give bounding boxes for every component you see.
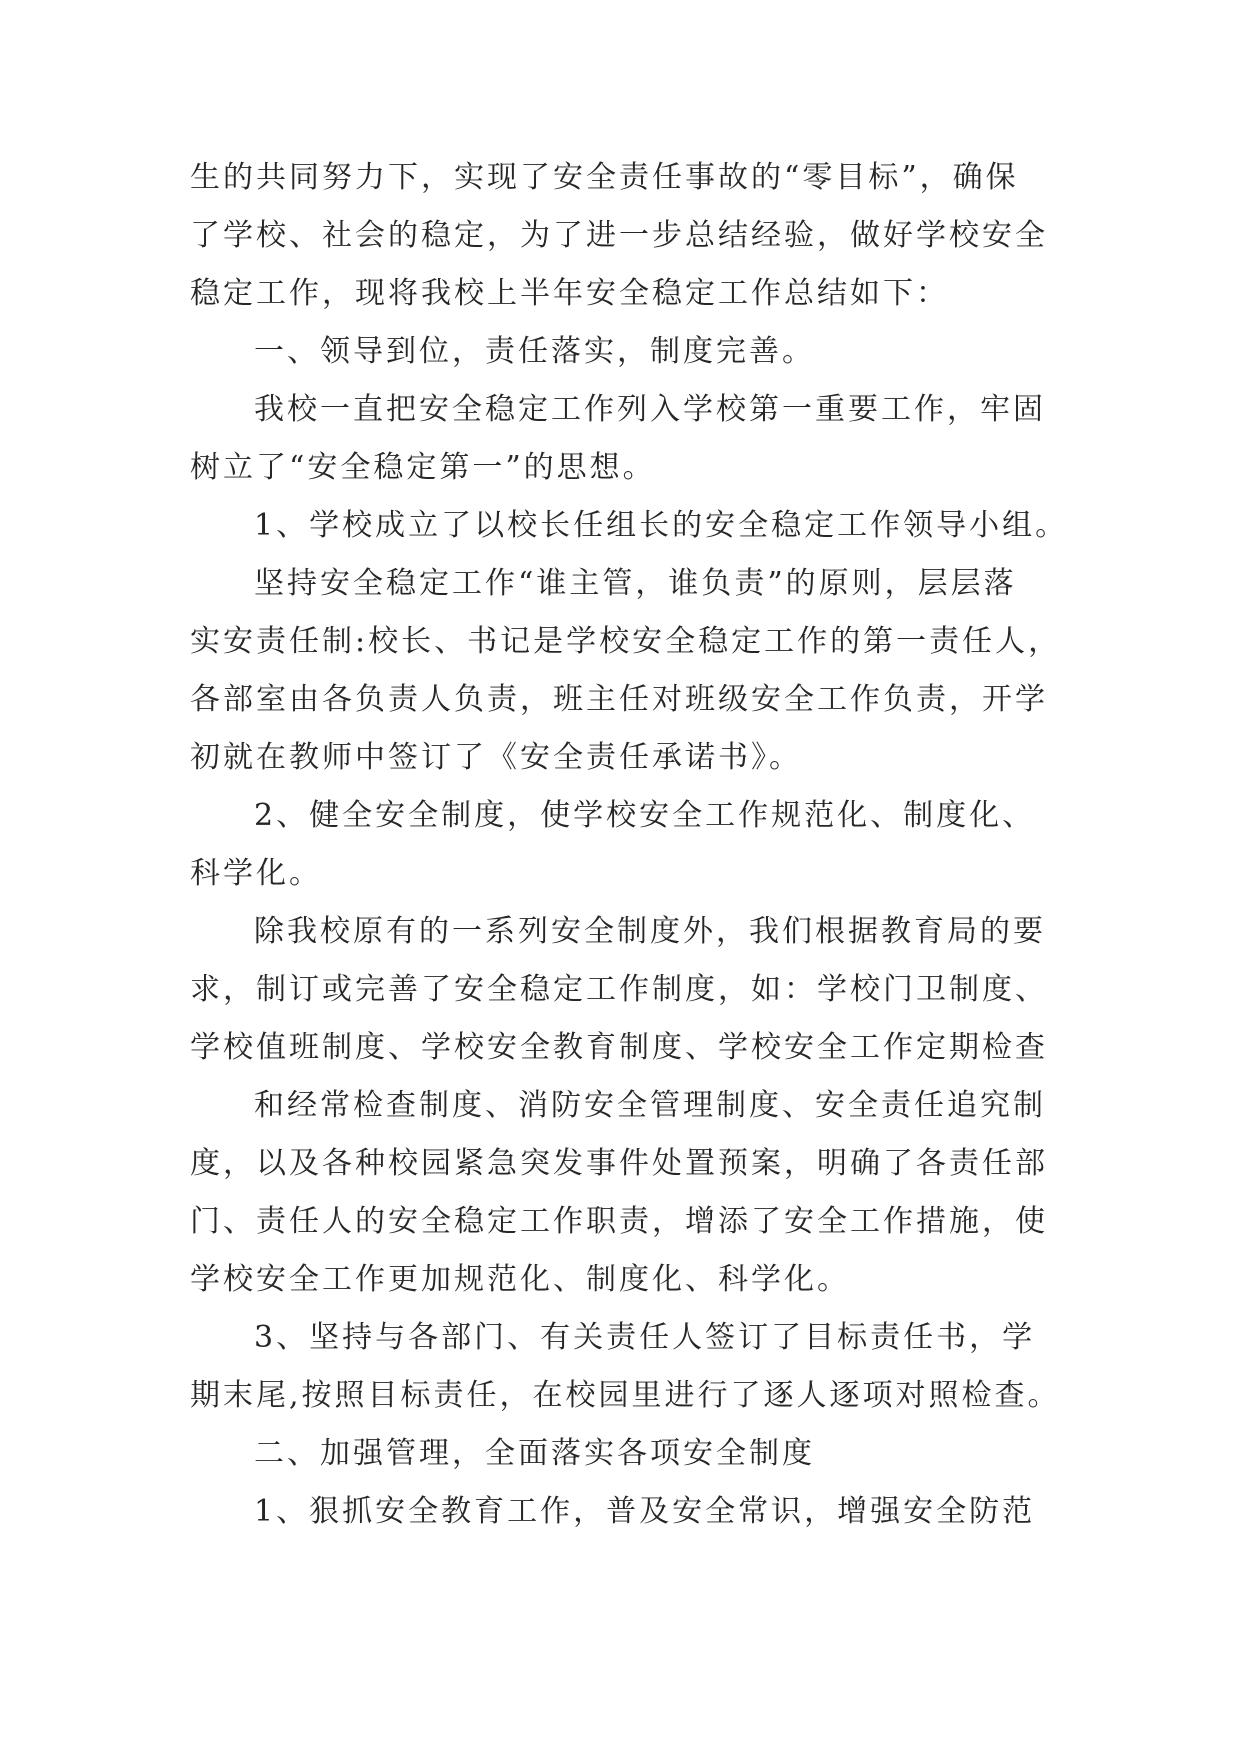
text-line: 和经常检查制度、消防安全管理制度、安全责任追究制 [254,1088,1046,1123]
text-line: 生的共同努力下，实现了安全责任事故的“零目标”，确保 [190,160,1019,195]
text-line: 除我校原有的一系列安全制度外，我们根据教育局的要 [254,914,1046,949]
text-line: 科学化。 [190,856,322,891]
text-line: 稳定工作，现将我校上半年安全稳定工作总结如下： [190,276,949,311]
text-line: 期末尾,按照目标责任，在校园里进行了逐人逐项对照检查。 [190,1378,1061,1413]
text-line: 2、健全安全制度，使学校安全工作规范化、制度化、 [254,798,1036,833]
text-line: 学校安全工作更加规范化、制度化、科学化。 [190,1262,850,1297]
text-line: 学校值班制度、学校安全教育制度、学校安全工作定期检查 [190,1030,1048,1065]
text-line: 我校一直把安全稳定工作列入学校第一重要工作，牢固 [254,392,1046,427]
text-line: 各部室由各负责人负责，班主任对班级安全工作负责，开学 [190,682,1048,717]
text-line: 3、坚持与各部门、有关责任人签订了目标责任书，学 [254,1320,1036,1355]
text-line: 度，以及各种校园紧急突发事件处置预案，明确了各责任部 [190,1146,1048,1181]
text-line: 坚持安全稳定工作“谁主管，谁负责”的原则，层层落 [254,566,1017,601]
text-line: 1、狠抓安全教育工作，普及安全常识，增强安全防范 [254,1494,1036,1529]
text-line: 1、学校成立了以校长任组长的安全稳定工作领导小组。 [254,508,1069,543]
text-line: 了学校、社会的稳定，为了进一步总结经验，做好学校安全 [190,218,1048,253]
text-line: 初就在教师中签订了《安全责任承诺书》。 [190,740,802,775]
text-line: 一、领导到位，责任落实，制度完善。 [254,334,815,369]
text-line: 实安责任制:校长、书记是学校安全稳定工作的第一责任人， [190,624,1062,659]
document-body [190,158,1069,1550]
text-line: 树立了“安全稳定第一”的思想。 [190,450,656,485]
text-line: 门、责任人的安全稳定工作职责，增添了安全工作措施，使 [190,1204,1048,1239]
text-line: 求，制订或完善了安全稳定工作制度，如：学校门卫制度、 [190,972,1048,1007]
text-line: 二、加强管理，全面落实各项安全制度 [254,1436,815,1471]
